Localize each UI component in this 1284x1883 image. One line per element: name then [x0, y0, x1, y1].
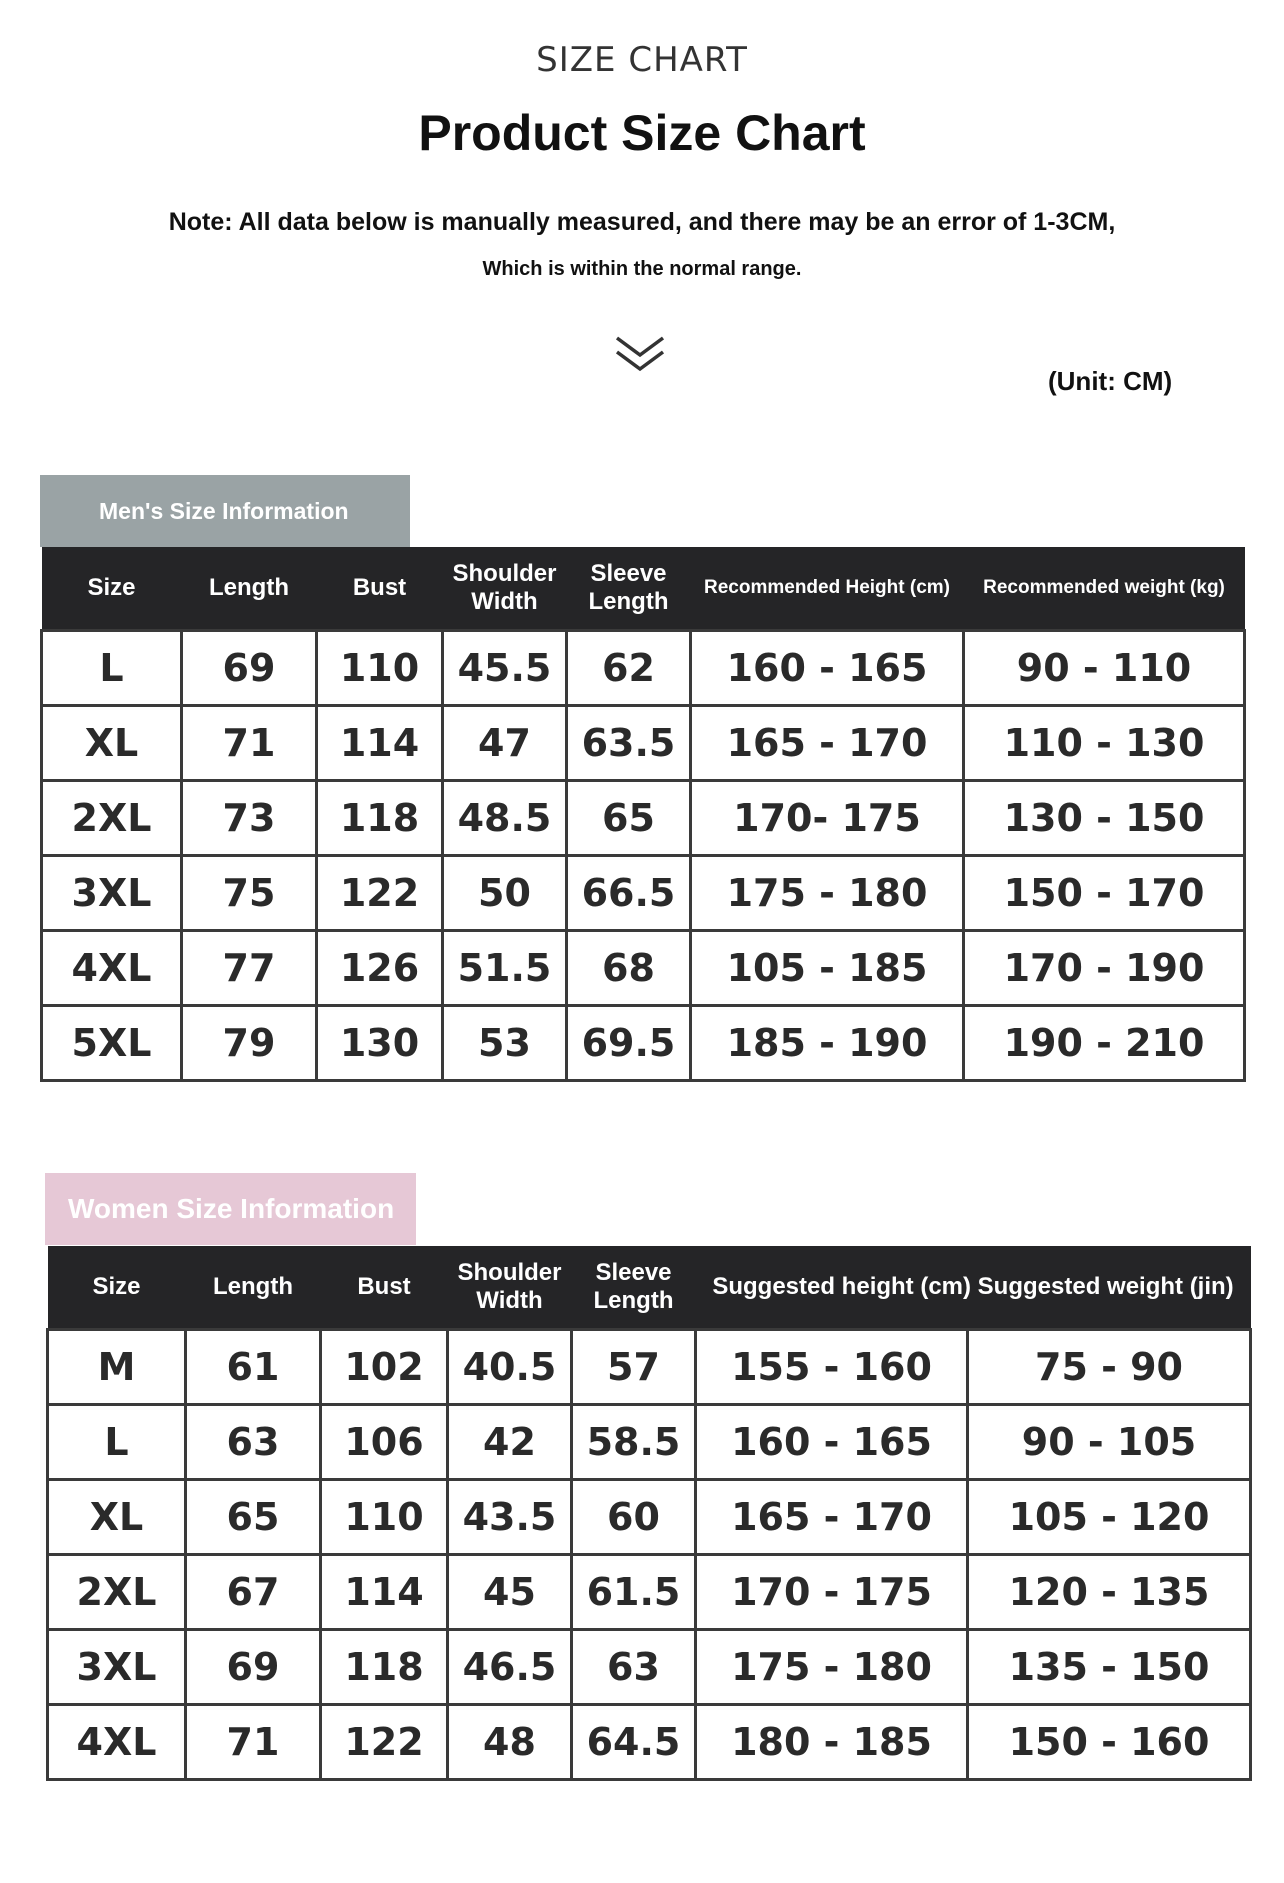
cell-size: 5XL: [42, 1006, 182, 1081]
col-sleeve-line2: Length: [588, 588, 669, 615]
cell-length: 73: [182, 781, 317, 856]
measurement-note: Note: All data below is manually measured, and there may be an error of 1-3CM,: [168, 208, 1116, 236]
cell-bust: 106: [321, 1405, 448, 1480]
col-length: Length: [186, 1246, 321, 1330]
table-row: [42, 781, 1245, 856]
women-size-tag: Women Size Information: [45, 1173, 416, 1245]
cell-shoulder-width: 46.5: [448, 1630, 572, 1705]
cell-shoulder-width: 48: [448, 1705, 572, 1780]
cell-bust: 122: [321, 1705, 448, 1780]
cell-height: 170- 175: [691, 781, 964, 856]
cell-sleeve-length: 65: [567, 781, 691, 856]
table-row: [48, 1705, 1251, 1780]
cell-shoulder-width: 45.5: [443, 631, 567, 706]
cell-shoulder-width: 50: [443, 856, 567, 931]
cell-sleeve-length: 57: [572, 1330, 696, 1405]
measurement-note-range: Which is within the normal range.: [482, 258, 802, 280]
col-suggested-height-weight: Suggested height (cm) Suggested weight (jin): [696, 1246, 1251, 1330]
cell-bust: 122: [317, 856, 443, 931]
cell-length: 71: [186, 1705, 321, 1780]
women-header-row: [48, 1246, 1251, 1330]
cell-shoulder-width: 43.5: [448, 1480, 572, 1555]
men-size-tag: Men's Size Information: [40, 475, 410, 547]
cell-weight: 105 - 120: [968, 1480, 1251, 1555]
col-bust: Bust: [321, 1246, 448, 1330]
cell-sleeve-length: 68: [567, 931, 691, 1006]
cell-bust: 102: [321, 1330, 448, 1405]
cell-height: 155 - 160: [696, 1330, 968, 1405]
cell-size: 2XL: [48, 1555, 186, 1630]
cell-size: 3XL: [48, 1630, 186, 1705]
table-row: [42, 1006, 1245, 1081]
col-sleeve-length: [572, 1246, 696, 1330]
col-shoulder-line1: Shoulder: [452, 560, 557, 587]
cell-length: 65: [186, 1480, 321, 1555]
cell-length: 61: [186, 1330, 321, 1405]
cell-height: 175 - 180: [696, 1630, 968, 1705]
cell-height: 165 - 170: [691, 706, 964, 781]
cell-size: 4XL: [48, 1705, 186, 1780]
col-size: Size: [48, 1246, 186, 1330]
cell-length: 75: [182, 856, 317, 931]
cell-size: L: [42, 631, 182, 706]
table-row: [48, 1630, 1251, 1705]
cell-shoulder-width: 53: [443, 1006, 567, 1081]
cell-bust: 130: [317, 1006, 443, 1081]
cell-length: 69: [186, 1630, 321, 1705]
cell-size: 3XL: [42, 856, 182, 931]
double-chevron-down-icon: [614, 335, 666, 375]
cell-sleeve-length: 61.5: [572, 1555, 696, 1630]
col-recommended-weight: Recommended weight (kg): [964, 547, 1245, 631]
cell-size: XL: [48, 1480, 186, 1555]
cell-shoulder-width: 42: [448, 1405, 572, 1480]
col-sleeve-length: [567, 547, 691, 631]
cell-height: 105 - 185: [691, 931, 964, 1006]
cell-shoulder-width: 40.5: [448, 1330, 572, 1405]
col-shoulder-line1: Shoulder: [457, 1259, 562, 1286]
cell-height: 175 - 180: [691, 856, 964, 931]
cell-length: 69: [182, 631, 317, 706]
cell-bust: 114: [317, 706, 443, 781]
col-size: Size: [42, 547, 182, 631]
col-length: Length: [182, 547, 317, 631]
cell-sleeve-length: 60: [572, 1480, 696, 1555]
men-header-row: [42, 547, 1245, 631]
cell-sleeve-length: 69.5: [567, 1006, 691, 1081]
table-row: [42, 856, 1245, 931]
cell-shoulder-width: 47: [443, 706, 567, 781]
col-shoulder-width: [443, 547, 567, 631]
cell-sleeve-length: 66.5: [567, 856, 691, 931]
table-row: [48, 1330, 1251, 1405]
cell-weight: 150 - 160: [968, 1705, 1251, 1780]
cell-sleeve-length: 63.5: [567, 706, 691, 781]
cell-weight: 90 - 110: [964, 631, 1245, 706]
cell-size: 4XL: [42, 931, 182, 1006]
col-bust: Bust: [317, 547, 443, 631]
col-sleeve-line2: Length: [593, 1287, 674, 1314]
cell-weight: 190 - 210: [964, 1006, 1245, 1081]
col-shoulder-line2: Width: [476, 1287, 543, 1314]
cell-weight: 130 - 150: [964, 781, 1245, 856]
men-size-table: [40, 547, 1246, 1082]
size-chart-kicker: SIZE CHART: [536, 40, 748, 80]
cell-weight: 150 - 170: [964, 856, 1245, 931]
cell-sleeve-length: 62: [567, 631, 691, 706]
cell-height: 170 - 175: [696, 1555, 968, 1630]
page-title: Product Size Chart: [418, 105, 866, 161]
cell-bust: 110: [317, 631, 443, 706]
cell-weight: 170 - 190: [964, 931, 1245, 1006]
cell-shoulder-width: 51.5: [443, 931, 567, 1006]
cell-bust: 126: [317, 931, 443, 1006]
table-row: [42, 931, 1245, 1006]
women-size-table: [46, 1246, 1252, 1781]
cell-shoulder-width: 45: [448, 1555, 572, 1630]
cell-length: 71: [182, 706, 317, 781]
cell-size: L: [48, 1405, 186, 1480]
cell-length: 63: [186, 1405, 321, 1480]
cell-bust: 110: [321, 1480, 448, 1555]
cell-bust: 118: [317, 781, 443, 856]
table-row: [48, 1405, 1251, 1480]
table-row: [42, 631, 1245, 706]
cell-height: 180 - 185: [696, 1705, 968, 1780]
cell-bust: 118: [321, 1630, 448, 1705]
cell-height: 160 - 165: [691, 631, 964, 706]
col-shoulder-line2: Width: [471, 588, 538, 615]
cell-sleeve-length: 64.5: [572, 1705, 696, 1780]
table-row: [42, 706, 1245, 781]
cell-height: 160 - 165: [696, 1405, 968, 1480]
cell-size: 2XL: [42, 781, 182, 856]
cell-size: XL: [42, 706, 182, 781]
cell-shoulder-width: 48.5: [443, 781, 567, 856]
col-sleeve-line1: Sleeve: [590, 560, 667, 587]
cell-length: 79: [182, 1006, 317, 1081]
unit-label: (Unit: CM): [1048, 366, 1173, 396]
cell-sleeve-length: 63: [572, 1630, 696, 1705]
cell-height: 185 - 190: [691, 1006, 964, 1081]
cell-weight: 90 - 105: [968, 1405, 1251, 1480]
col-shoulder-width: [448, 1246, 572, 1330]
cell-length: 77: [182, 931, 317, 1006]
cell-weight: 120 - 135: [968, 1555, 1251, 1630]
cell-size: M: [48, 1330, 186, 1405]
cell-weight: 110 - 130: [964, 706, 1245, 781]
table-row: [48, 1555, 1251, 1630]
table-row: [48, 1480, 1251, 1555]
col-recommended-height: Recommended Height (cm): [691, 547, 964, 631]
cell-weight: 75 - 90: [968, 1330, 1251, 1405]
cell-sleeve-length: 58.5: [572, 1405, 696, 1480]
cell-weight: 135 - 150: [968, 1630, 1251, 1705]
cell-bust: 114: [321, 1555, 448, 1630]
cell-length: 67: [186, 1555, 321, 1630]
col-sleeve-line1: Sleeve: [595, 1259, 672, 1286]
cell-height: 165 - 170: [696, 1480, 968, 1555]
